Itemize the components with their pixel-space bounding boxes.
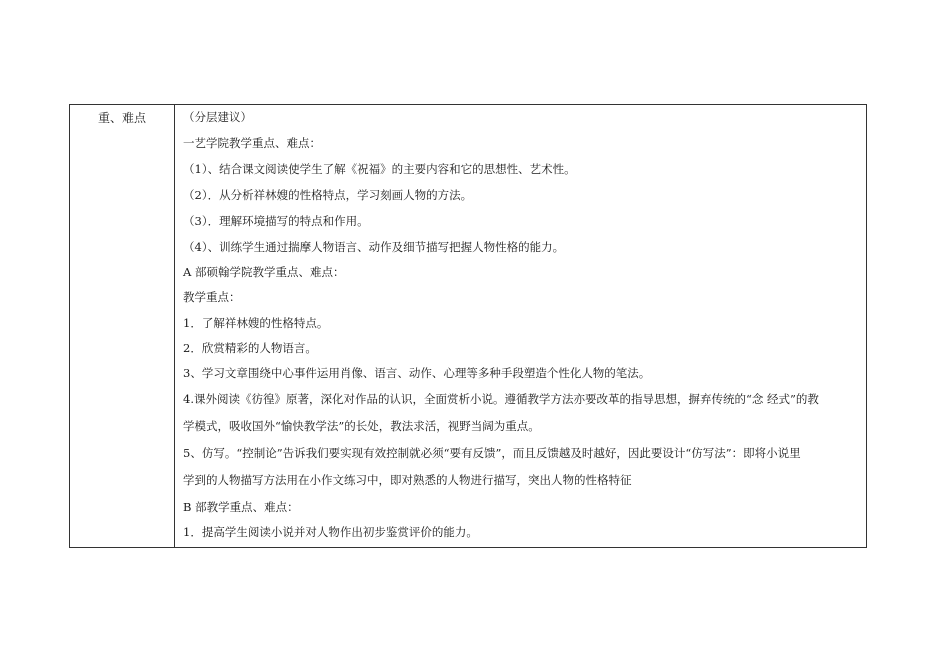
content-line: 2．欣赏精彩的人物语言。 [183, 341, 317, 355]
label-cell [70, 105, 175, 547]
content-line: 5、仿写。“控制论”告诉我们要实现有效控制就必须“要有反馈”，而且反馈越及时越好，因此要设计“仿写法”：即将小说里 [183, 446, 801, 460]
content-line: 学模式，吸收国外“愉快教学法”的长处，教法求活，视野当阔为重点。 [183, 419, 540, 433]
content-line: 学到的人物描写方法用在小作文练习中，即对熟悉的人物进行描写，突出人物的性格特征 [183, 473, 632, 487]
content-line: 4.课外阅读《彷徨》原著，深化对作品的认识，全面赏析小说。遵循教学方法亦要改革的指导思想，摒弃传统的“念 经式”的教 [183, 392, 819, 406]
content-line: （4）、训练学生通过揣摩人物语言、动作及细节描写把握人物性格的能力。 [183, 240, 565, 254]
content-line: （1）、结合课文阅读使学生了解《祝福》的主要内容和它的思想性、艺术性。 [183, 162, 576, 176]
content-line: 1．了解祥林嫂的性格特点。 [183, 316, 329, 330]
content-line: A 部硕翰学院教学重点、难点： [183, 265, 345, 279]
content-line: 教学重点： [183, 290, 241, 304]
content-line: 1．提高学生阅读小说并对人物作出初步鉴赏评价的能力。 [183, 525, 478, 539]
content-line: （分层建议） [183, 110, 252, 124]
content-line: 一艺学院教学重点、难点： [183, 136, 321, 150]
section-label: 重、难点 [97, 111, 146, 125]
content-line: （2）．从分析祥林嫂的性格特点，学习刻画人物的方法。 [183, 188, 473, 202]
key-points-table [69, 104, 867, 548]
content-line: （3）．理解环境描写的特点和作用。 [183, 214, 369, 228]
content-line: B 部教学重点、难点： [183, 500, 299, 514]
content-cell [175, 105, 866, 547]
content-line: 3、学习文章围绕中心事件运用肖像、语言、动作、心理等多种手段塑造个性化人物的笔法。 [183, 366, 651, 380]
